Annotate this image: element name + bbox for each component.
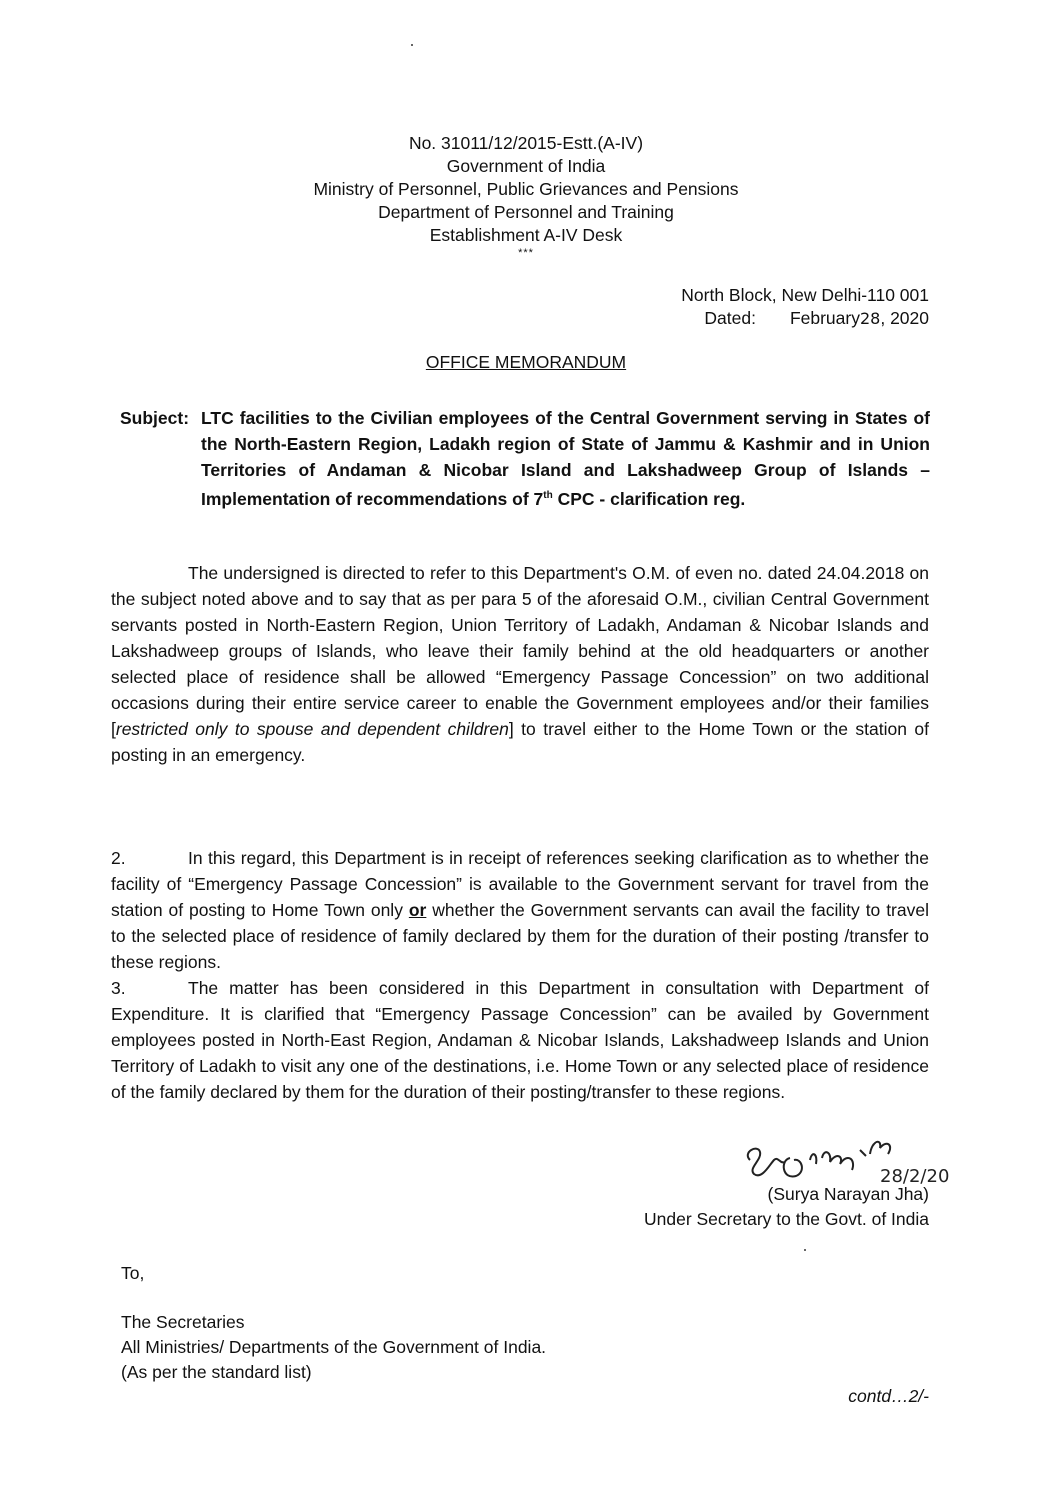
signature-date: 28/2/20: [880, 1166, 950, 1185]
document-title: OFFICE MEMORANDUM: [425, 352, 627, 372]
desk-name: Establishment A-IV Desk: [429, 225, 623, 245]
scan-speck: [411, 44, 413, 46]
date-day-handwritten: 28: [859, 309, 881, 328]
paragraph-1-text: The undersigned is directed to refer to this Department's O.M. of even no. dated 24.04.2018 on the subject noted above and to say that as per para 5 of the aforesaid O.M., civilian Central Government servants posted in North-Eastern Region, Union Territory of Ladakh, Andaman & Nicobar Islands and Lakshadweep groups of Islands, who leave their family behind at the old headquarters or another selected place of residence shall be allowed “Emergency Passage Concession” on two additional occasions during their entire service career to enable the Government employees and/or their families [: [111, 563, 929, 739]
subject-label: Subject:: [120, 408, 190, 428]
paragraph-3: [111, 975, 929, 1105]
date-line: [681, 307, 929, 330]
addressee-line: All Ministries/ Departments of the Government of India.: [121, 1337, 547, 1357]
addressee-line: (As per the standard list): [121, 1362, 312, 1382]
dated-label: Dated:: [704, 308, 756, 328]
addressee-line: The Secretaries: [121, 1312, 245, 1332]
paragraph-1-italic: restricted only to spouse and dependent children: [115, 719, 509, 739]
government-name: Government of India: [446, 156, 606, 176]
paragraph-3-number: 3.: [111, 978, 126, 998]
paragraph-2-text-end: whether the Government servants can avail the facility to travel to the selected place of residence of family declared by them for the duration of their posting /transfer to these regions.: [111, 900, 929, 972]
paragraph-2-text: In this regard, this Department is in receipt of references seeking clarification as to whether the facility of “Emergency Passage Concession” is available to the Government servant for travel from the station of posting to Home Town only: [111, 848, 929, 920]
continued-marker: contd…2/-: [848, 1386, 929, 1406]
subject-text: [201, 405, 930, 512]
addressee-list: [121, 1310, 546, 1385]
header-separator: ***: [518, 247, 534, 259]
signatory-designation: Under Secretary to the Govt. of India: [643, 1209, 929, 1229]
scan-speck: [804, 1249, 806, 1251]
paragraph-2-emphasis: or: [408, 900, 427, 920]
paragraph-1: [111, 560, 929, 768]
place-and-date: [681, 284, 929, 330]
paragraph-1-text-end: ] to travel either to the Home Town or the station of posting in an emergency.: [111, 719, 929, 765]
subject-text-end: CPC - clarification reg.: [552, 488, 746, 509]
address: North Block, New Delhi-110 001: [681, 285, 929, 305]
ministry-name: Ministry of Personnel, Public Grievances and Pensions: [313, 179, 739, 199]
handwritten-signature: [740, 1130, 980, 1185]
file-number: No. 31011/12/2015-Estt.(A-IV): [408, 133, 644, 153]
date-year: , 2020: [880, 308, 929, 328]
paragraph-2-number: 2.: [111, 848, 126, 868]
department-name: Department of Personnel and Training: [378, 202, 674, 222]
addressee-to: To,: [121, 1263, 145, 1283]
subject-text-main: LTC facilities to the Civilian employees of the Central Government serving in States of the North-Eastern Region, Ladakh region of State of Jammu & Kashmir and in Union Territories of Andaman & Nicobar Island and Lakshadweep Group of Islands – Implementation of recommendations of 7: [201, 408, 930, 509]
signatory-name: (Surya Narayan Jha): [767, 1184, 929, 1204]
paragraph-3-text: The matter has been considered in this Department in consultation with Department of Expenditure. It is clarified that “Emergency Passage Concession” can be availed by Government employees posted in North-East Region, Andaman & Nicobar Islands, Lakshadweep Islands and Union Territory of Ladakh to visit any one of the destinations, i.e. Home Town or any selected place of residence of the family declared by them for the duration of their posting/transfer to these regions.: [111, 978, 929, 1102]
paragraph-2: [111, 845, 929, 975]
subject-superscript: th: [543, 490, 553, 501]
date-month: February: [789, 308, 860, 328]
letterhead: [0, 132, 1052, 259]
subject-block: [120, 405, 930, 512]
